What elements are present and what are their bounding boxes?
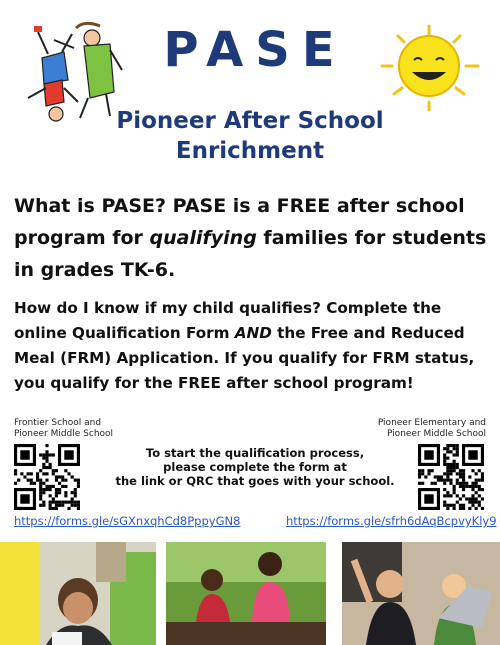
instructions-line-1: To start the qualification process, bbox=[145, 446, 365, 460]
photo-children-gardening bbox=[166, 542, 326, 645]
school-left-line-2: Pioneer Middle School bbox=[14, 429, 114, 439]
instructions-line-2: please complete the form at bbox=[163, 460, 347, 474]
form-link-left[interactable]: https://forms.gle/sGXnxqhCd8PppyGN8 bbox=[14, 514, 241, 528]
photo-child-reading bbox=[0, 542, 156, 645]
qualify-paragraph bbox=[14, 296, 490, 396]
smiling-sun-icon bbox=[374, 22, 484, 112]
qualify-text-2: the Free and Reduced Meal (FRM) Application. If you qualify for FRM status, you qualify for the FREE after school program! bbox=[14, 324, 475, 392]
subtitle-line-2: Enrichment bbox=[175, 138, 325, 164]
intro-text-2: families for students in grades TK-6. bbox=[14, 227, 487, 281]
form-link-right[interactable]: https://forms.gle/sfrh6dAqBcpvyKly9 bbox=[286, 514, 497, 528]
intro-paragraph bbox=[14, 190, 490, 286]
qr-code-right[interactable] bbox=[418, 444, 484, 510]
instructions-line-3: the link or QRC that goes with your school. bbox=[115, 474, 395, 488]
qualify-text-1: How do I know if my child qualifies? Complete the online Qualification Form bbox=[14, 299, 442, 342]
page-title: PASE bbox=[163, 22, 347, 78]
instructions bbox=[110, 446, 400, 488]
page-subtitle bbox=[90, 106, 410, 166]
school-right-line-1: Pioneer Elementary and bbox=[377, 418, 486, 428]
photo-kids-computer bbox=[342, 542, 500, 645]
school-label-left bbox=[14, 418, 154, 440]
school-label-right bbox=[350, 418, 486, 440]
qr-code-left[interactable] bbox=[14, 444, 80, 510]
intro-emphasis: qualifying bbox=[149, 227, 257, 249]
school-left-line-1: Frontier School and bbox=[14, 418, 102, 428]
intro-text-1: What is PASE? PASE is a FREE after school program for bbox=[14, 195, 465, 249]
qualify-emphasis: AND bbox=[234, 324, 272, 342]
subtitle-line-1: Pioneer After School bbox=[116, 108, 384, 134]
school-right-line-2: Pioneer Middle School bbox=[386, 429, 486, 439]
